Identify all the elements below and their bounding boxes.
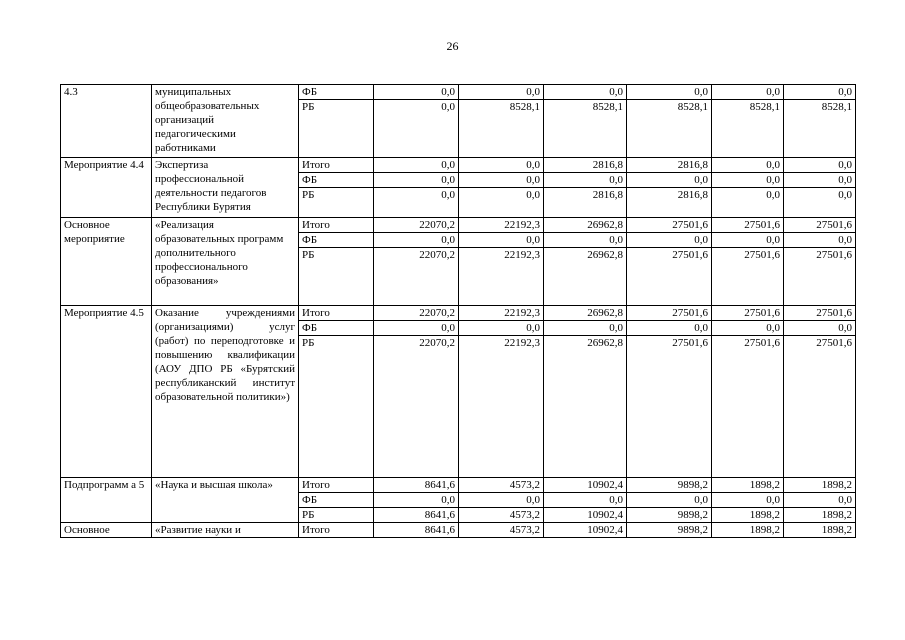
value-cell: 0,0 — [544, 173, 627, 188]
value-cell: 0,0 — [784, 188, 856, 218]
value-cell: 10902,4 — [544, 523, 627, 538]
value-cell: 26962,8 — [544, 336, 627, 478]
source-cell: ФБ — [299, 321, 374, 336]
value-cell: 0,0 — [374, 85, 459, 100]
row-code: Основное мероприятие — [61, 218, 152, 306]
value-cell: 0,0 — [374, 188, 459, 218]
value-cell: 2816,8 — [544, 188, 627, 218]
value-cell: 10902,4 — [544, 478, 627, 493]
value-cell: 27501,6 — [784, 218, 856, 233]
value-cell: 22070,2 — [374, 306, 459, 321]
table-row — [61, 306, 856, 321]
value-cell: 0,0 — [784, 233, 856, 248]
source-cell: Итого — [299, 306, 374, 321]
source-cell: РБ — [299, 100, 374, 158]
table-row — [61, 158, 856, 173]
source-cell: Итого — [299, 523, 374, 538]
source-cell: Итого — [299, 478, 374, 493]
value-cell: 27501,6 — [784, 248, 856, 306]
value-cell: 22192,3 — [459, 336, 544, 478]
value-cell: 9898,2 — [627, 478, 712, 493]
value-cell: 1898,2 — [712, 523, 784, 538]
table-row — [61, 478, 856, 493]
value-cell: 0,0 — [712, 493, 784, 508]
value-cell: 0,0 — [459, 321, 544, 336]
value-cell: 22192,3 — [459, 248, 544, 306]
budget-table — [60, 84, 856, 538]
value-cell: 0,0 — [784, 173, 856, 188]
value-cell: 8641,6 — [374, 478, 459, 493]
table-row — [61, 218, 856, 233]
value-cell: 0,0 — [459, 173, 544, 188]
value-cell: 0,0 — [784, 158, 856, 173]
value-cell: 26962,8 — [544, 248, 627, 306]
value-cell: 0,0 — [627, 173, 712, 188]
value-cell: 26962,8 — [544, 306, 627, 321]
value-cell: 0,0 — [712, 321, 784, 336]
value-cell: 8528,1 — [627, 100, 712, 158]
value-cell: 0,0 — [374, 233, 459, 248]
value-cell: 0,0 — [374, 493, 459, 508]
value-cell: 0,0 — [627, 85, 712, 100]
value-cell: 1898,2 — [784, 508, 856, 523]
source-cell: РБ — [299, 248, 374, 306]
row-name: Экспертиза профессиональной деятельности педагогов Республики Бурятия — [152, 158, 299, 218]
value-cell: 1898,2 — [784, 523, 856, 538]
value-cell: 0,0 — [459, 233, 544, 248]
source-cell: Итого — [299, 158, 374, 173]
value-cell: 27501,6 — [712, 248, 784, 306]
value-cell: 27501,6 — [627, 248, 712, 306]
row-name: Оказание учреждениями (организациями) услуг (работ) по переподготовке и повышению квалификации (АОУ ДПО РБ «Бурятский республиканский институт образовательной политики») — [152, 306, 299, 478]
value-cell: 1898,2 — [712, 478, 784, 493]
source-cell: ФБ — [299, 493, 374, 508]
value-cell: 0,0 — [459, 188, 544, 218]
value-cell: 27501,6 — [784, 336, 856, 478]
value-cell: 26962,8 — [544, 218, 627, 233]
table-row — [61, 85, 856, 100]
value-cell: 0,0 — [784, 321, 856, 336]
value-cell: 0,0 — [459, 85, 544, 100]
source-cell: РБ — [299, 188, 374, 218]
value-cell: 0,0 — [544, 493, 627, 508]
value-cell: 0,0 — [544, 85, 627, 100]
value-cell: 0,0 — [374, 173, 459, 188]
value-cell: 0,0 — [712, 233, 784, 248]
value-cell: 0,0 — [374, 100, 459, 158]
value-cell: 0,0 — [627, 321, 712, 336]
row-code: Подпрограмм а 5 — [61, 478, 152, 523]
value-cell: 22192,3 — [459, 218, 544, 233]
value-cell: 27501,6 — [627, 218, 712, 233]
value-cell: 9898,2 — [627, 508, 712, 523]
value-cell: 4573,2 — [459, 508, 544, 523]
value-cell: 9898,2 — [627, 523, 712, 538]
source-cell: РБ — [299, 336, 374, 478]
value-cell: 2816,8 — [627, 188, 712, 218]
value-cell: 0,0 — [627, 493, 712, 508]
value-cell: 8641,6 — [374, 523, 459, 538]
value-cell: 27501,6 — [712, 306, 784, 321]
value-cell: 22192,3 — [459, 306, 544, 321]
row-name: «Наука и высшая школа» — [152, 478, 299, 523]
value-cell: 8528,1 — [544, 100, 627, 158]
row-code: 4.3 — [61, 85, 152, 158]
value-cell: 8641,6 — [374, 508, 459, 523]
row-name: «Развитие науки и — [152, 523, 299, 538]
value-cell: 27501,6 — [712, 336, 784, 478]
value-cell: 1898,2 — [784, 478, 856, 493]
row-code: Мероприятие 4.5 — [61, 306, 152, 478]
row-code: Основное — [61, 523, 152, 538]
value-cell: 0,0 — [459, 158, 544, 173]
value-cell: 0,0 — [784, 85, 856, 100]
value-cell: 4573,2 — [459, 478, 544, 493]
value-cell: 0,0 — [544, 233, 627, 248]
value-cell: 0,0 — [544, 321, 627, 336]
value-cell: 0,0 — [374, 158, 459, 173]
value-cell: 0,0 — [712, 158, 784, 173]
table-row — [61, 523, 856, 538]
value-cell: 22070,2 — [374, 248, 459, 306]
value-cell: 27501,6 — [784, 306, 856, 321]
value-cell: 2816,8 — [544, 158, 627, 173]
value-cell: 0,0 — [712, 188, 784, 218]
value-cell: 0,0 — [459, 493, 544, 508]
row-name: «Реализация образовательных программ дополнительного профессионального образования» — [152, 218, 299, 306]
value-cell: 8528,1 — [459, 100, 544, 158]
value-cell: 0,0 — [784, 493, 856, 508]
value-cell: 27501,6 — [712, 218, 784, 233]
page-number: 26 — [446, 39, 459, 53]
source-cell: ФБ — [299, 173, 374, 188]
value-cell: 27501,6 — [627, 306, 712, 321]
source-cell: ФБ — [299, 85, 374, 100]
source-cell: Итого — [299, 218, 374, 233]
value-cell: 0,0 — [712, 85, 784, 100]
source-cell: ФБ — [299, 233, 374, 248]
row-code: Мероприятие 4.4 — [61, 158, 152, 218]
value-cell: 2816,8 — [627, 158, 712, 173]
value-cell: 22070,2 — [374, 336, 459, 478]
value-cell: 4573,2 — [459, 523, 544, 538]
value-cell: 0,0 — [712, 173, 784, 188]
value-cell: 8528,1 — [784, 100, 856, 158]
value-cell: 8528,1 — [712, 100, 784, 158]
value-cell: 0,0 — [374, 321, 459, 336]
value-cell: 0,0 — [627, 233, 712, 248]
value-cell: 27501,6 — [627, 336, 712, 478]
value-cell: 22070,2 — [374, 218, 459, 233]
source-cell: РБ — [299, 508, 374, 523]
value-cell: 10902,4 — [544, 508, 627, 523]
value-cell: 1898,2 — [712, 508, 784, 523]
row-name: муниципальных общеобразовательных организаций педагогическими работниками — [152, 85, 299, 158]
